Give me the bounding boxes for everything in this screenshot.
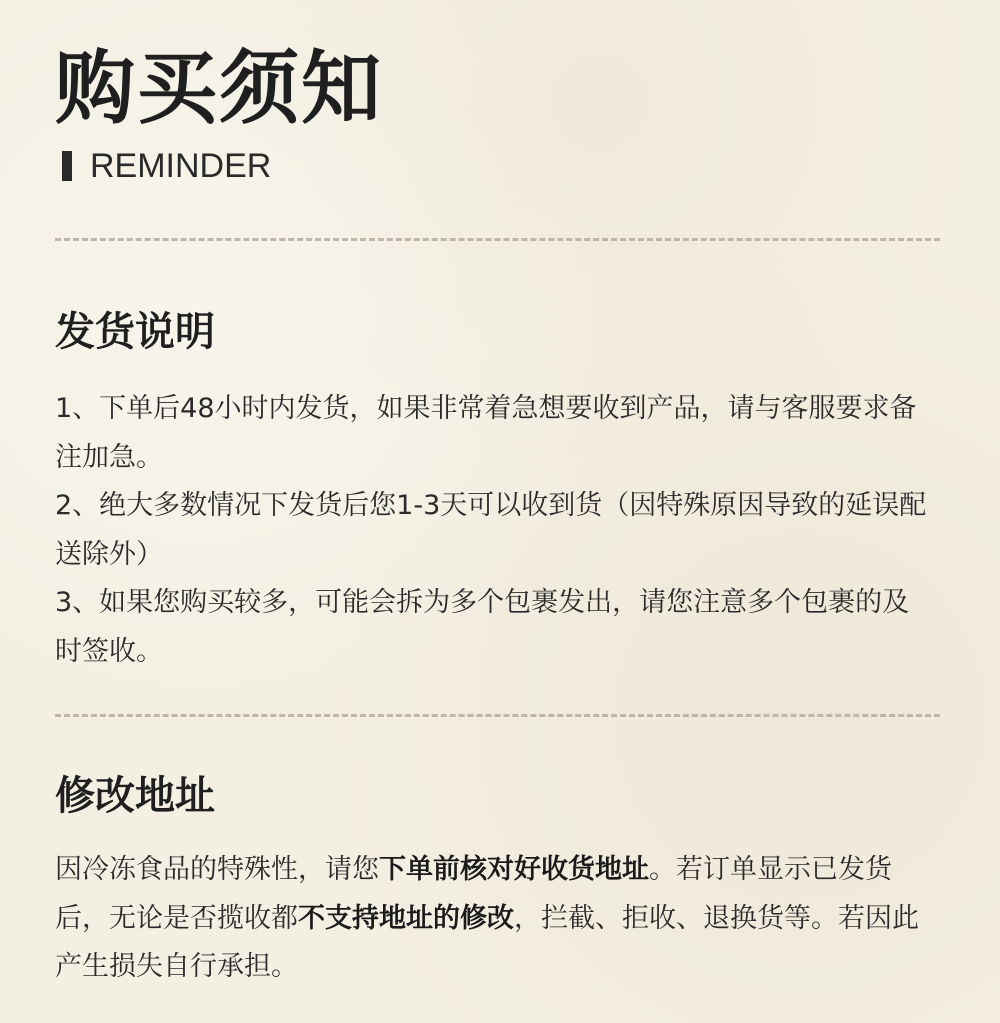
divider-middle — [55, 714, 940, 717]
address-section-title: 修改地址 — [55, 773, 215, 819]
shipping-item-1: 1、下单后48小时内发货，如果非常着急想要收到产品，请与客服要求备注加急。 — [55, 393, 917, 473]
shipping-item-2: 2、绝大多数情况下发货后您1-3天可以收到货（因特殊原因导致的延误配送除外） — [55, 490, 927, 570]
address-text-2: 。若订单显示已发货后，无论是否揽收都 — [55, 854, 892, 934]
address-paragraph — [55, 846, 935, 992]
page-title: 购买须知 — [55, 41, 383, 135]
subtitle-text: REMINDER — [90, 146, 272, 185]
shipping-item-3: 3、如果您购买较多，可能会拆为多个包裹发出，请您注意多个包裹的及时签收。 — [55, 587, 910, 667]
subtitle — [62, 144, 271, 188]
address-text-1: 因冷冻食品的特殊性，请您 — [55, 854, 379, 885]
address-emphasis-2: 不支持地址的修改 — [298, 902, 514, 934]
divider-top — [55, 238, 940, 241]
shipping-list — [55, 385, 935, 676]
address-emphasis-1: 下单前核对好收货地址 — [379, 854, 649, 885]
address-text-3: ，拦截、拒收、退换货等。若因此产生损失自行承担。 — [55, 902, 919, 982]
subtitle-marker — [62, 151, 72, 181]
shipping-section-title: 发货说明 — [55, 309, 215, 355]
